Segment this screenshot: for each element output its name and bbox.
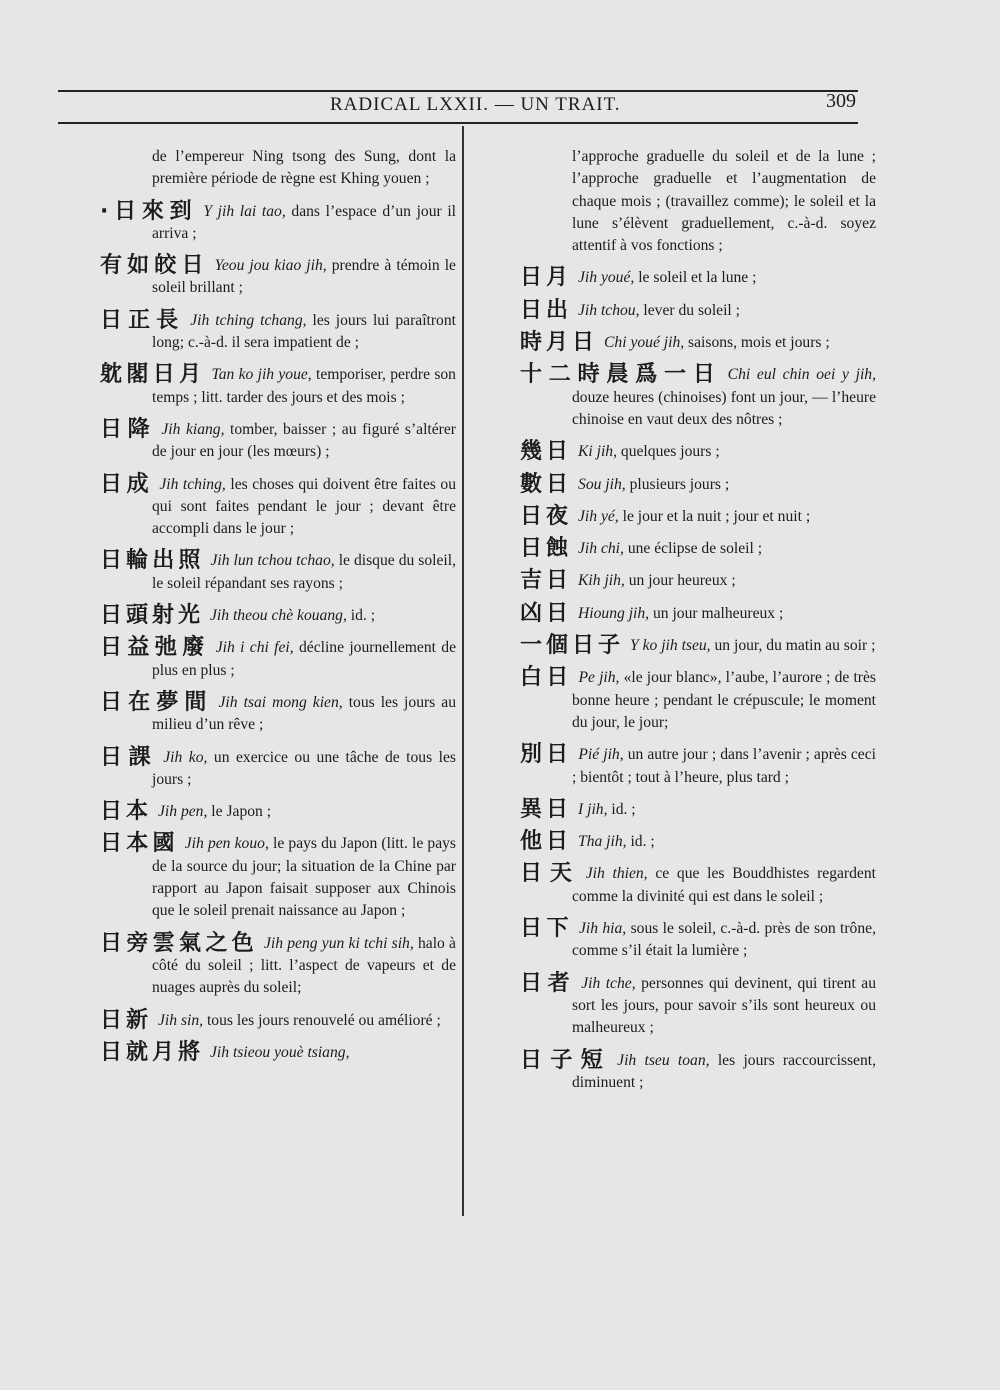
dictionary-entry bbox=[100, 689, 456, 737]
left-column bbox=[100, 146, 456, 1064]
definition: plusieurs jours ; bbox=[629, 475, 730, 493]
dictionary-entry bbox=[100, 550, 456, 595]
chinese-headword: 一個日子 bbox=[520, 633, 625, 659]
definition: les jours lui paraîtront long; c.-à-d. il sera impatient de ; bbox=[152, 311, 456, 352]
definition: id. ; bbox=[350, 607, 376, 625]
romanization: Tan ko jih youe, bbox=[211, 366, 312, 384]
dictionary-entry bbox=[100, 198, 457, 246]
definition: un jour, du matin au soir ; bbox=[714, 637, 876, 655]
romanization: Jih tseu toan, bbox=[617, 1051, 710, 1069]
chinese-headword: 吉日 bbox=[520, 568, 573, 594]
dictionary-entry bbox=[520, 441, 876, 463]
dictionary-entry bbox=[520, 471, 876, 497]
dictionary-entry bbox=[100, 364, 456, 409]
chinese-headword: 日降 bbox=[100, 416, 156, 442]
romanization: Jih youé, bbox=[578, 269, 635, 287]
dictionary-entry bbox=[520, 364, 876, 431]
chinese-headword: 日輪出照 bbox=[100, 548, 205, 574]
chinese-headword: 數日 bbox=[520, 471, 573, 497]
dictionary-entry bbox=[520, 146, 876, 257]
definition: une éclipse de soleil ; bbox=[627, 540, 763, 558]
chinese-headword: 日者 bbox=[520, 970, 576, 996]
chinese-headword: 日天 bbox=[520, 861, 580, 887]
definition: l’approche graduelle du soleil et de la lune ; l’approche graduelle et l’augmentation de chaque mois ; (travaillez comme); le soleil et la lune s’élèvent graduellement, c.-à-d. soyez attentif à vos fonctions ; bbox=[572, 148, 876, 255]
definition: tomber, baisser ; au figuré s’altérer de jour en jour (les mœurs) ; bbox=[152, 420, 456, 461]
definition: un exercice ou une tâche de tous les jours ; bbox=[152, 748, 456, 788]
dictionary-entry bbox=[100, 833, 456, 922]
chinese-headword: 日月 bbox=[520, 265, 573, 291]
definition: douze heures (chinoises) font un jour, — l’heure chinoise en vaut deux des nôtres ; bbox=[572, 388, 876, 428]
romanization: Sou jih, bbox=[578, 475, 626, 493]
dictionary-entry bbox=[100, 801, 456, 823]
definition: un jour heureux ; bbox=[628, 572, 736, 590]
romanization: I jih, bbox=[578, 800, 608, 818]
chinese-headword: 日夜 bbox=[520, 503, 573, 529]
romanization: Jih lun tchou tchao, bbox=[210, 552, 335, 570]
chinese-headword: 日課 bbox=[100, 744, 158, 770]
definition: dans l’espace d’un jour il arriva ; bbox=[152, 202, 457, 242]
romanization: Jih theou chè kouang, bbox=[210, 607, 347, 625]
chinese-headword: 幾日 bbox=[520, 439, 573, 465]
definition: un autre jour ; dans l’avenir ; après ceci ; bientôt ; tout à l’heure, plus tard ; bbox=[572, 746, 876, 786]
romanization: Jih kiang, bbox=[161, 420, 225, 438]
dictionary-entry bbox=[520, 332, 876, 354]
romanization: Ki jih, bbox=[578, 443, 618, 461]
definition: lever du soleil ; bbox=[643, 301, 740, 319]
romanization: Kih jih, bbox=[578, 572, 625, 590]
romanization: Jih pen kouo, bbox=[184, 835, 269, 853]
romanization: Pié jih, bbox=[578, 746, 624, 764]
romanization: Y ko jih tseu, bbox=[630, 637, 711, 655]
chinese-headword: 日益弛廢 bbox=[100, 635, 210, 661]
romanization: Jih ko, bbox=[163, 748, 208, 766]
dictionary-entry bbox=[520, 635, 876, 657]
romanization: Chi youé jih, bbox=[604, 334, 685, 352]
dictionary-entry bbox=[100, 255, 456, 300]
chinese-headword: 躭閣日月 bbox=[100, 362, 206, 388]
romanization: Jih tching, bbox=[159, 475, 226, 493]
dictionary-entry bbox=[520, 503, 876, 529]
right-column bbox=[520, 146, 876, 1094]
chinese-headword: 別日 bbox=[520, 742, 573, 768]
definition: tous les jours au milieu d’un rêve ; bbox=[152, 693, 456, 734]
dictionary-entry bbox=[520, 796, 876, 822]
dictionary-entry bbox=[520, 744, 876, 789]
dictionary-entry bbox=[520, 863, 876, 908]
dictionary-entry bbox=[100, 744, 456, 792]
chinese-headword: 十二時晨爲一日 bbox=[520, 362, 722, 388]
dictionary-entry bbox=[100, 307, 456, 355]
chinese-headword: 有如皎日 bbox=[100, 253, 209, 279]
chinese-headword: 日頭射光 bbox=[100, 603, 205, 629]
dictionary-entry bbox=[520, 831, 876, 853]
dictionary-entry bbox=[520, 297, 876, 323]
romanization: Hioung jih, bbox=[578, 604, 650, 622]
dictionary-entry bbox=[520, 918, 876, 963]
running-header: RADICAL LXXII. — UN TRAIT. bbox=[330, 94, 621, 115]
dictionary-entry bbox=[100, 1007, 456, 1033]
definition: prendre à témoin le soleil brillant ; bbox=[152, 257, 456, 297]
dictionary-entry bbox=[520, 970, 876, 1040]
romanization: Jih tche, bbox=[581, 974, 636, 992]
definition: sous le soleil, c.-à-d. près de son trône, comme s’il était la lumière ; bbox=[572, 920, 876, 960]
romanization: Pe jih, bbox=[578, 669, 620, 687]
romanization: Yeou jou kiao jih, bbox=[214, 257, 327, 275]
definition: saisons, mois et jours ; bbox=[688, 334, 830, 352]
romanization: Chi eul chin oei y jih, bbox=[727, 366, 876, 384]
chinese-headword: 日子短 bbox=[520, 1047, 612, 1073]
dictionary-entry bbox=[520, 667, 876, 734]
definition: quelques jours ; bbox=[620, 443, 720, 461]
chinese-headword: 日下 bbox=[520, 916, 573, 942]
definition: de l’empereur Ning tsong des Sung, dont la première période de règne est Khing youen ; bbox=[152, 148, 456, 188]
chinese-headword: 白日 bbox=[520, 665, 573, 691]
chinese-headword: 凶日 bbox=[520, 600, 573, 626]
dictionary-entry bbox=[100, 637, 456, 682]
definition: temporiser, perdre son temps ; litt. tarder des jours et des mois ; bbox=[152, 366, 456, 406]
romanization: Jih yé, bbox=[578, 507, 619, 525]
romanization: Jih tching tchang, bbox=[190, 311, 307, 329]
definition: halo à côté du soleil ; litt. l’aspect de vapeurs et de nuages auprès du soleil; bbox=[152, 934, 456, 997]
dictionary-entry bbox=[520, 267, 876, 289]
definition: le jour et la nuit ; jour et nuit ; bbox=[622, 507, 811, 525]
romanization: Jih tsai mong kien, bbox=[218, 693, 343, 711]
chinese-headword: 異日 bbox=[520, 796, 573, 822]
romanization: Jih chi, bbox=[578, 540, 624, 558]
definition: id. ; bbox=[630, 833, 655, 851]
dictionary-entry bbox=[100, 471, 456, 541]
definition: le Japon ; bbox=[211, 803, 272, 821]
dictionary-entry bbox=[100, 1039, 456, 1065]
chinese-headword: 日旁雲氣之色 bbox=[100, 930, 258, 956]
definition: les choses qui doivent être faites ou qui sont faites pendant le jour ; devant être accompli dans le jour ; bbox=[152, 475, 456, 538]
chinese-headword: 時月日 bbox=[520, 330, 599, 356]
definition: un jour malheureux ; bbox=[652, 604, 784, 622]
header-rule-bottom bbox=[58, 122, 858, 124]
dictionary-entry bbox=[520, 1047, 877, 1095]
column-divider bbox=[462, 126, 464, 1216]
dictionary-entry bbox=[520, 570, 876, 592]
chinese-headword: 日成 bbox=[100, 471, 154, 497]
romanization: Jih tchou, bbox=[578, 301, 640, 319]
romanization: Jih sin, bbox=[158, 1011, 204, 1029]
definition: personnes qui devinent, qui tirent au sort les jours, pour savoir s’ils sont heureux ou malheureux ; bbox=[572, 974, 876, 1037]
romanization: Tha jih, bbox=[578, 833, 627, 851]
chinese-headword: 他日 bbox=[520, 829, 573, 855]
chinese-headword: ·日來到 bbox=[100, 198, 198, 224]
chinese-headword: 日蝕 bbox=[520, 536, 573, 562]
header-rule-top bbox=[58, 90, 858, 92]
definition: tous les jours renouvelé ou amélioré ; bbox=[206, 1011, 441, 1029]
romanization: Y jih lai tao, bbox=[203, 202, 286, 220]
definition: décline journellement de plus en plus ; bbox=[152, 639, 457, 679]
dictionary-entry bbox=[520, 600, 876, 626]
dictionary-entry bbox=[520, 538, 876, 560]
chinese-headword: 日出 bbox=[520, 297, 573, 323]
definition: le pays du Japon (litt. le pays de la source du jour; la situation de la Chine par rapport au Japon faisait supposer aux Chinois que le soleil prenait naissance au Japon ; bbox=[152, 835, 456, 920]
dictionary-entry bbox=[100, 416, 456, 464]
romanization: Jih hia, bbox=[578, 920, 627, 938]
definition: ce que les Bouddhistes regardent comme la divinité qui est dans le soleil ; bbox=[572, 865, 876, 905]
chinese-headword: 日就月將 bbox=[100, 1039, 205, 1065]
romanization: Jih pen, bbox=[158, 803, 208, 821]
chinese-headword: 日新 bbox=[100, 1007, 153, 1033]
dictionary-entry bbox=[100, 930, 456, 1000]
chinese-headword: 日本國 bbox=[100, 831, 179, 857]
dictionary-entry bbox=[100, 146, 456, 191]
dictionary-entry bbox=[100, 605, 456, 627]
definition: id. ; bbox=[611, 800, 636, 818]
definition: le disque du soleil, le soleil répandant ses rayons ; bbox=[152, 552, 456, 592]
chinese-headword: 日本 bbox=[100, 799, 153, 825]
definition: «le jour blanc», l’aube, l’aurore ; de très bonne heure ; pendant le crépuscule; le moment du jour, le jour; bbox=[572, 669, 876, 731]
page-number: 309 bbox=[826, 90, 856, 112]
romanization: Jih peng yun ki tchi sih, bbox=[263, 934, 414, 952]
romanization: Jih i chi fei, bbox=[215, 639, 294, 657]
definition: le soleil et la lune ; bbox=[638, 269, 757, 287]
definition: les jours raccourcissent, diminuent ; bbox=[572, 1051, 877, 1091]
romanization: Jih tsieou youè tsiang, bbox=[210, 1043, 350, 1061]
romanization: Jih thien, bbox=[585, 865, 648, 883]
chinese-headword: 日正長 bbox=[100, 307, 185, 333]
chinese-headword: 日在夢間 bbox=[100, 689, 213, 715]
